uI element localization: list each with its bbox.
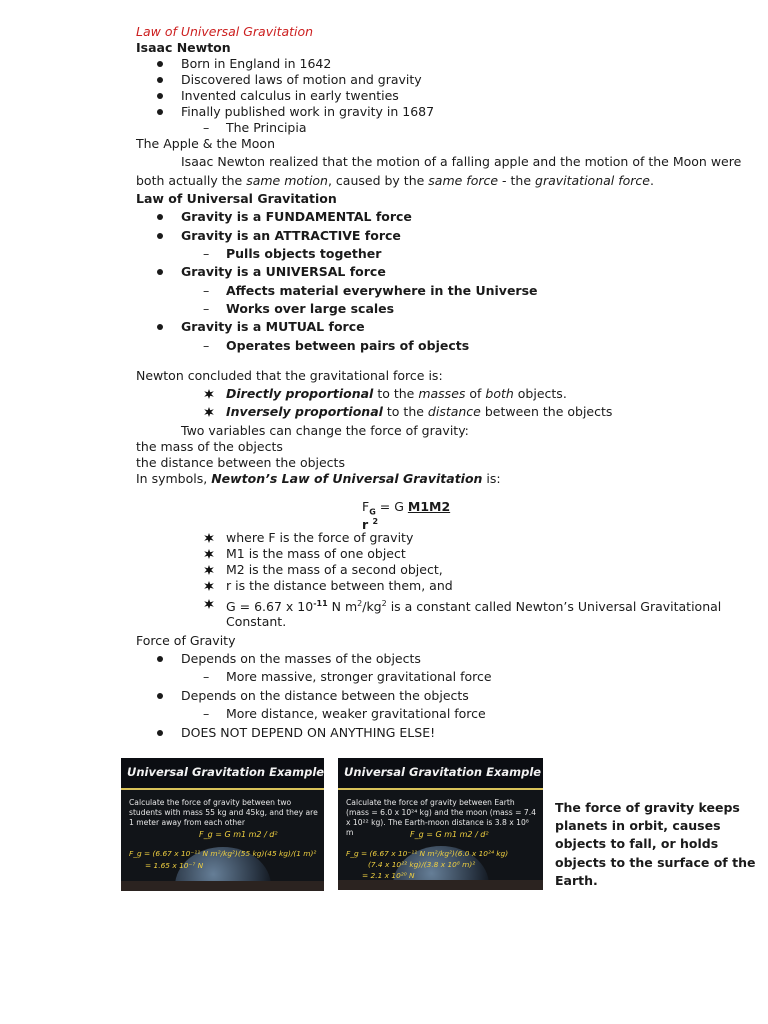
dash-icon: –	[203, 706, 210, 721]
newton-bullet: Invented calculus in early twenties	[181, 88, 399, 103]
bullet-icon	[157, 109, 163, 115]
side-text-line: objects to fall, or holds	[555, 836, 719, 851]
force-sub: More massive, stronger gravitational force	[226, 669, 492, 684]
g-constant-line: G = 6.67 x $10^{-11}$ N $m^2/kg^2$ is a constant called Newton’s Universal Gravitational	[226, 599, 722, 615]
law-bullet: Gravity is a UNIVERSAL force	[181, 264, 386, 279]
slide-calc: (7.4 x 10²² kg)/(3.8 x 10⁸ m)²	[368, 860, 476, 869]
two-variables: Two variables can change the force of gravity:	[181, 423, 469, 438]
slide-formula: F_g = G m1 m2 / d²	[199, 830, 278, 839]
law-sub: Operates between pairs of objects	[226, 338, 470, 353]
g-constant-line2: Constant.	[226, 614, 287, 629]
starburst-bullet-icon	[204, 389, 214, 399]
law-bullet: Gravity is a MUTUAL force	[181, 319, 365, 334]
slide-calc: = 1.65 x 10⁻⁷ N	[145, 861, 204, 870]
bullet-icon	[157, 61, 163, 67]
starburst-bullet-icon	[204, 533, 214, 543]
slide-formula: F_g = G m1 m2 / d²	[410, 830, 489, 839]
starburst-bullet-icon	[204, 581, 214, 591]
starburst-bullet-icon	[204, 549, 214, 559]
where-item: M1 is the mass of one object	[226, 546, 406, 561]
where-item: M2 is the mass of a second object,	[226, 562, 443, 577]
newton-bullet: Discovered laws of motion and gravity	[181, 72, 422, 87]
force-item: DOES NOT DEPEND ON ANYTHING ELSE!	[181, 725, 436, 740]
example-slide-2	[338, 758, 543, 890]
bullet-icon	[157, 269, 163, 275]
force-item: Depends on the masses of the objects	[181, 651, 421, 666]
bullet-icon	[157, 77, 163, 83]
dash-icon: –	[203, 338, 210, 353]
slide-text: Calculate the force of gravity between Earth (mass = 6.0 x 10²⁴ kg) and the moon (mass = 7.4 x 10²² kg). The Earth-moon distance is 3.8 x 10⁸ m	[346, 798, 536, 837]
bullet-icon	[157, 93, 163, 99]
newton-bullet: Finally published work in gravity in 1687	[181, 104, 435, 119]
symbols-line: In symbols, Newton’s Law of Universal Gravitation is:	[136, 471, 501, 486]
law-bullet: Gravity is a FUNDAMENTAL force	[181, 209, 412, 224]
bullet-icon	[157, 656, 163, 662]
doc-title: Law of Universal Gravitation	[136, 24, 314, 39]
bullet-icon	[157, 233, 163, 239]
law-sub: Affects material everywhere in the Universe	[226, 283, 538, 298]
side-text-line: Earth.	[555, 873, 598, 888]
where-item: where F is the force of gravity	[226, 530, 414, 545]
law-bullet: Gravity is an ATTRACTIVE force	[181, 228, 401, 243]
slide-calc: F_g = (6.67 x 10⁻¹¹ N m²/kg²)(6.0 x 10²⁴ kg)	[346, 849, 509, 858]
apple-para-line1: Isaac Newton realized that the motion of a falling apple and the motion of the Moon were	[181, 154, 742, 169]
slide-title: Universal Gravitation Example	[344, 765, 542, 779]
dash-icon: –	[203, 120, 210, 135]
dash-icon: –	[203, 301, 210, 316]
law-sub: Works over large scales	[226, 301, 395, 316]
law-sub: Pulls objects together	[226, 246, 382, 261]
variable-mass: the mass of the objects	[136, 439, 283, 454]
concluded-text: Newton concluded that the gravitational force is:	[136, 368, 443, 383]
dash-icon: –	[203, 283, 210, 298]
newton-bullet: Born in England in 1642	[181, 56, 332, 71]
force-item: Depends on the distance between the objects	[181, 688, 469, 703]
dash-icon: –	[203, 669, 210, 684]
formula-denominator: r $^2$	[362, 517, 379, 533]
proportional-direct: Directly proportional to the masses of both objects.	[226, 386, 567, 401]
slide-calc: F_g = (6.67 x 10⁻¹¹ N m²/kg²)(55 kg)(45 kg)/(1 m)²	[129, 849, 317, 858]
bullet-icon	[157, 730, 163, 736]
side-text-line: objects to the surface of the	[555, 855, 756, 870]
side-text-line: The force of gravity keeps	[555, 800, 740, 815]
starburst-bullet-icon	[204, 407, 214, 417]
starburst-bullet-icon	[204, 565, 214, 575]
bullet-icon	[157, 214, 163, 220]
slide-text: Calculate the force of gravity between two students with mass 55 kg and 45kg, and they are 1 meter away from each other	[129, 798, 318, 827]
apple-heading: The Apple & the Moon	[136, 136, 275, 151]
bullet-icon	[157, 324, 163, 330]
bullet-icon	[157, 693, 163, 699]
formula: $F_G = G$ M1M2	[362, 499, 451, 517]
example-slide-1	[121, 758, 324, 891]
slide-title: Universal Gravitation Example	[127, 765, 324, 779]
variable-distance: the distance between the objects	[136, 455, 345, 470]
slide-calc: = 2.1 x 10²⁰ N	[362, 871, 415, 880]
where-item: r is the distance between them, and	[226, 578, 453, 593]
side-text-line: planets in orbit, causes	[555, 818, 721, 833]
law-heading: Law of Universal Gravitation	[136, 191, 337, 206]
proportional-inverse: Inversely proportional to the distance between the objects	[226, 404, 613, 419]
force-heading: Force of Gravity	[136, 633, 236, 648]
force-sub: More distance, weaker gravitational force	[226, 706, 486, 721]
starburst-bullet-icon	[204, 599, 214, 609]
apple-para-line2: both actually the same motion, caused by the same force - the gravitational force.	[136, 173, 654, 188]
dash-icon: –	[203, 246, 210, 261]
newton-sub: The Principia	[226, 120, 307, 135]
newton-heading: Isaac Newton	[136, 40, 231, 55]
